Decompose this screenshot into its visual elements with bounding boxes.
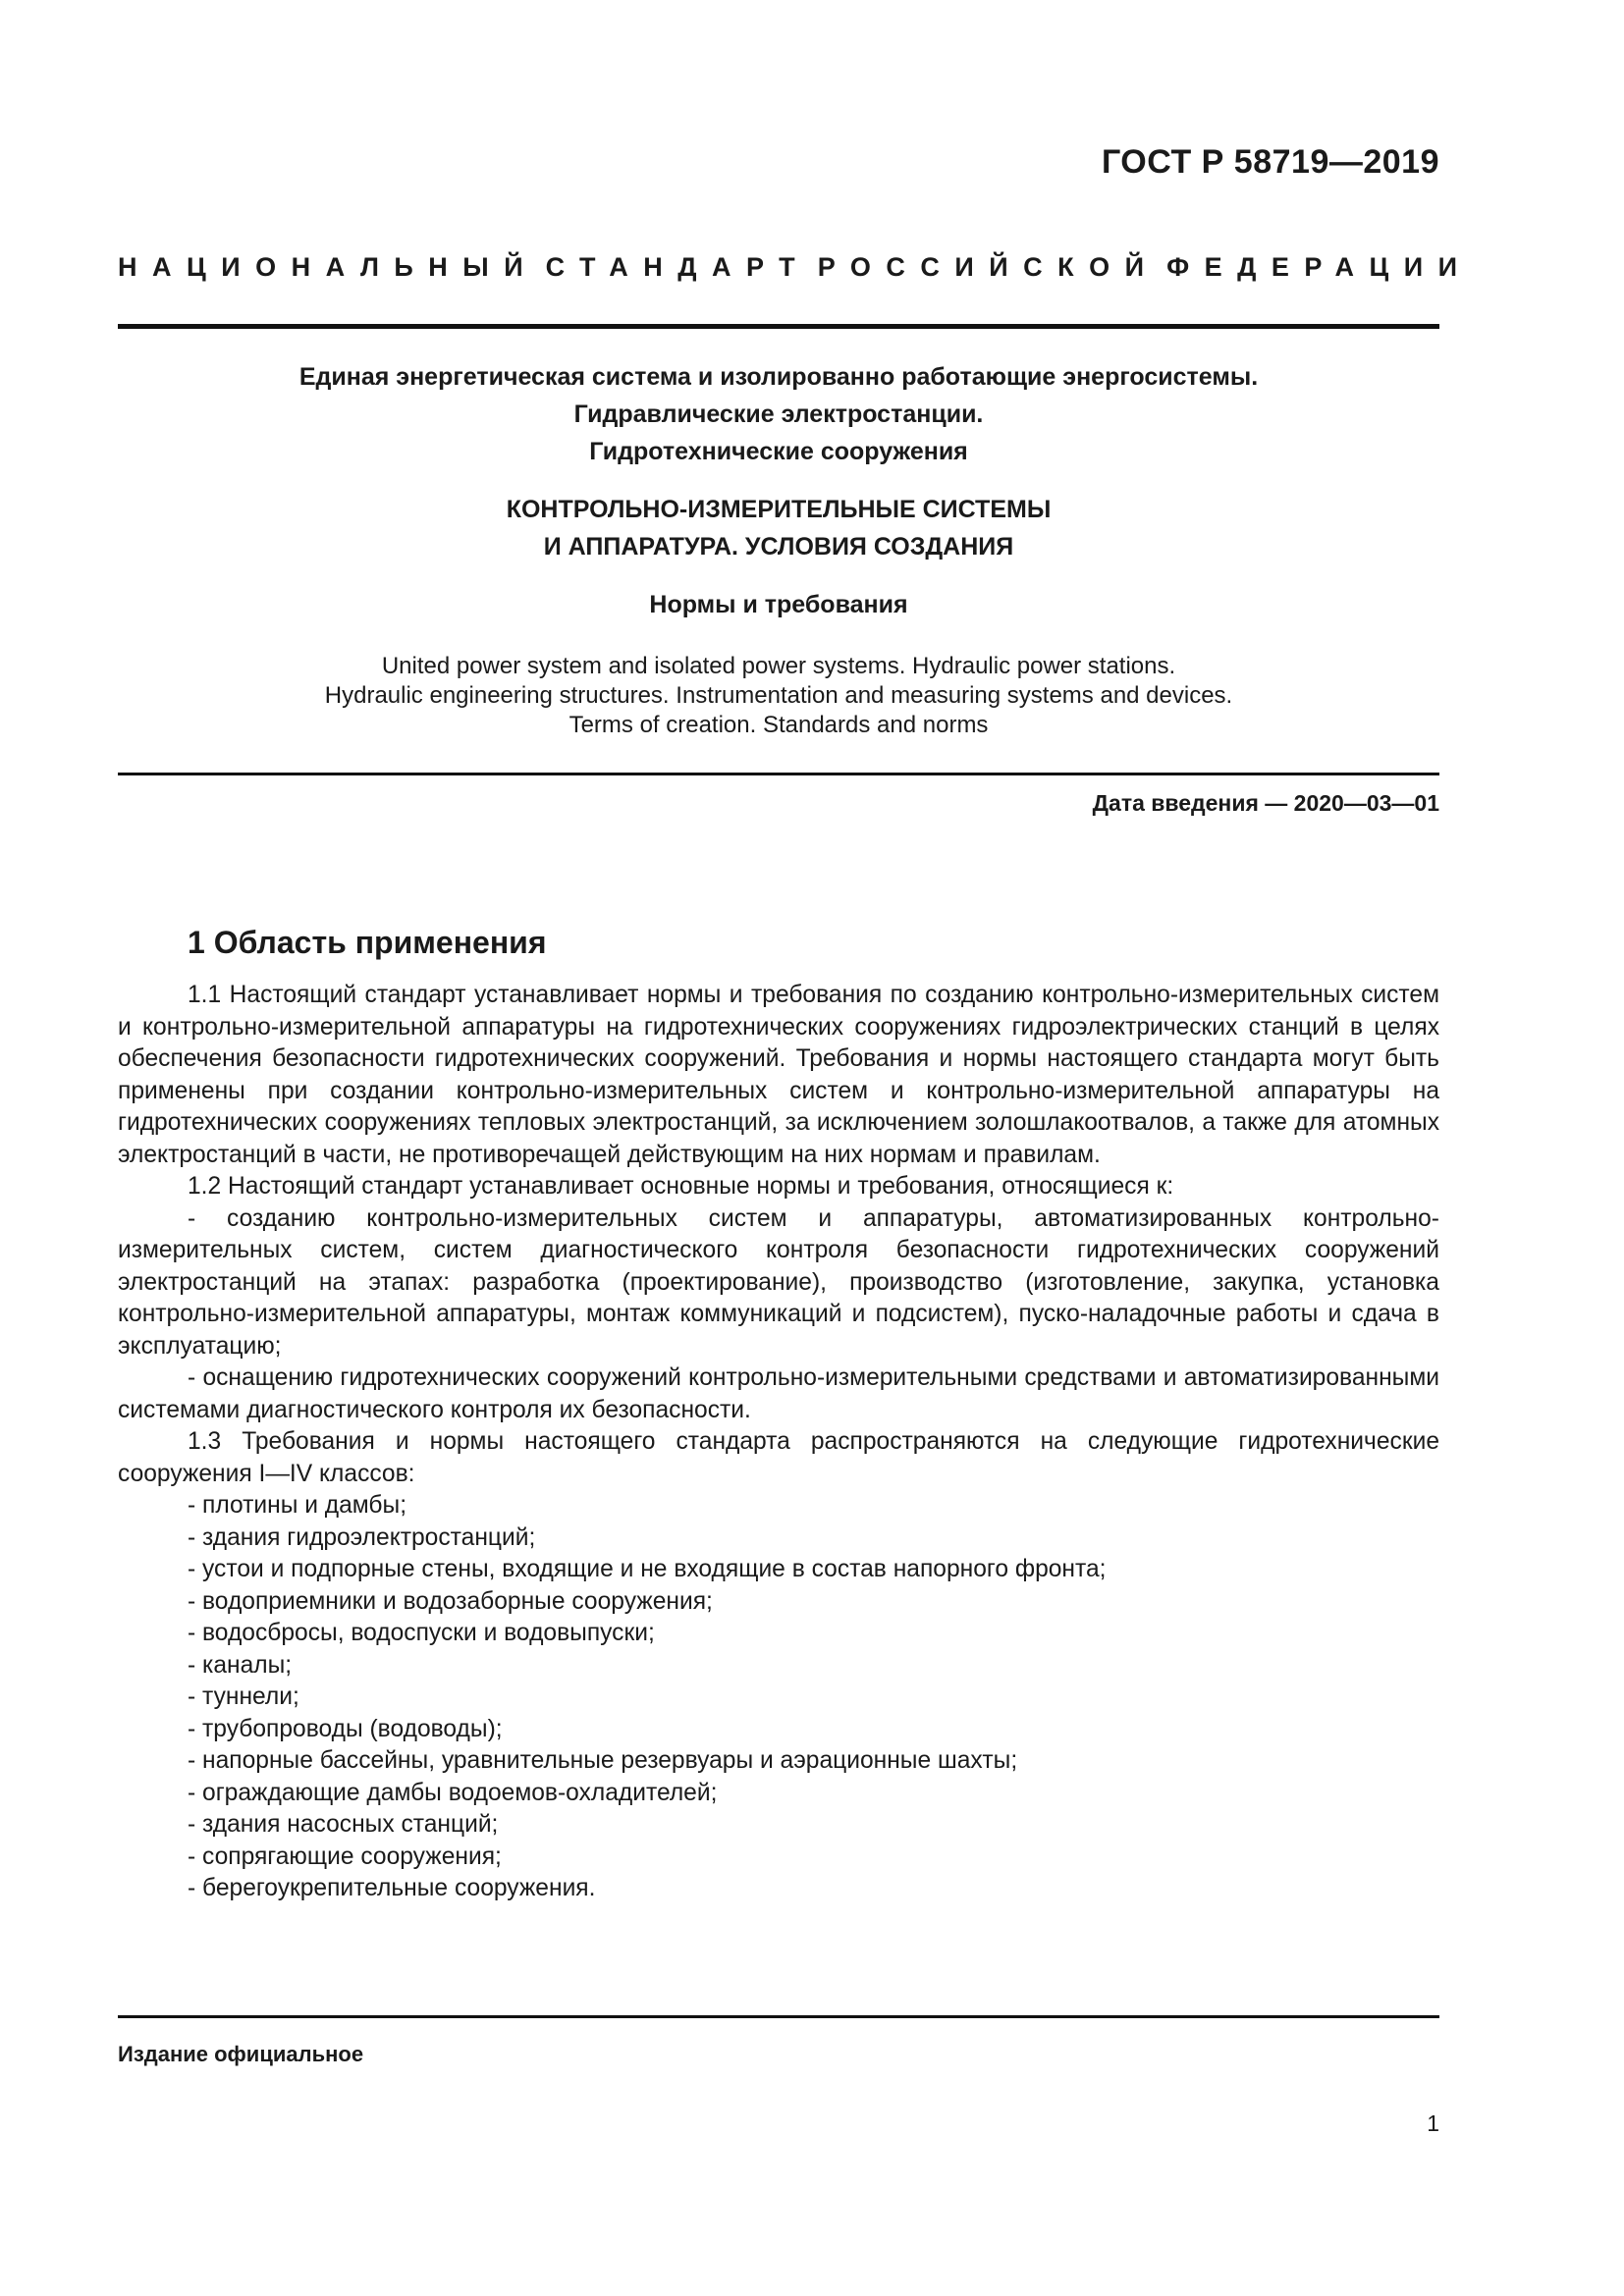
list-item: - здания насосных станций;: [188, 1811, 499, 1838]
edition-label: Издание официальное: [118, 2042, 364, 2066]
section-heading: 1 Область применения: [188, 925, 547, 960]
list-item: - устои и подпорные стены, входящие и не входящие в состав напорного фронта;: [188, 1556, 1107, 1582]
title-ru-line: Гидравлические электростанции.: [573, 400, 984, 428]
list-item: - водосбросы, водоспуски и водовыпуски;: [188, 1620, 655, 1646]
top-divider: [118, 324, 1439, 329]
title-ru-line: Гидротехнические сооружения: [589, 438, 968, 465]
title-en-line: Terms of creation. Standards and norms: [568, 712, 989, 738]
title-main: [118, 491, 1439, 565]
list-item: - каналы;: [188, 1651, 293, 1679]
list-item: - ограждающие дамбы водоемов-охладителей;: [188, 1779, 718, 1806]
paragraph-1-2-item: - оснащению гидротехнических сооружений контрольно-измерительными средствами и автоматизированными системами диагностического контроля их безопасности.: [118, 1364, 1439, 1423]
title-russian: [118, 358, 1439, 470]
list-item: - плотины и дамбы;: [188, 1492, 407, 1519]
footer-divider: [118, 2015, 1439, 2018]
title-subtitle: Нормы и требования: [649, 591, 908, 618]
gost-number: ГОСТ Р 58719—2019: [1101, 143, 1439, 181]
title-divider: [118, 773, 1439, 775]
list-item: - сопрягающие сооружения;: [188, 1842, 502, 1870]
section-body: [118, 980, 1439, 1905]
title-en-line: United power system and isolated power systems. Hydraulic power stations.: [381, 653, 1176, 679]
title-main-line: И АППАРАТУРА. УСЛОВИЯ СОЗДАНИЯ: [543, 533, 1014, 561]
title-en-line: Hydraulic engineering structures. Instrumentation and measuring systems and devices.: [324, 682, 1233, 709]
list-item: - трубопроводы (водоводы);: [188, 1715, 503, 1742]
banner-word: ФЕДЕРАЦИИ: [1166, 252, 1473, 282]
list-item: - туннели;: [188, 1683, 299, 1710]
banner-word: СТАНДАРТ: [545, 252, 811, 282]
title-english: [118, 652, 1439, 740]
banner-word: НАЦИОНАЛЬНЫЙ: [118, 252, 539, 282]
paragraph-1-2-item: - созданию контрольно-измерительных систем и аппаратуры, автоматизированных контрольно-измерительных систем, систем диагностического контроля безопасности гидротехнических сооружений электростанций на этапах: разработка (проектирование), производство (изготовление, закупка, установка контрольно-измерительной аппаратуры, монтаж коммуникаций и подсистем), пуско-наладочные работы и сдача в эксплуатацию;: [118, 1204, 1439, 1360]
list-item: - здания гидроэлектростанций;: [188, 1523, 536, 1551]
introduction-date: Дата введения — 2020—03—01: [1092, 790, 1439, 816]
list-item: - водоприемники и водозаборные сооружения;: [188, 1587, 713, 1615]
paragraph-1-1: 1.1 Настоящий стандарт устанавливает нормы и требования по созданию контрольно-измерительных систем и контрольно-измерительной аппаратуры на гидротехнических сооружениях гидроэлектрических станций в целях обеспечения безопасности гидротехнических сооружений. Требования и нормы настоящего стандарта могут быть применены при создании контрольно-измерительных систем и контрольно-измерительной аппаратуры на гидротехнических сооружениях тепловых электростанций, за исключением золошлакоотвалов, а также для атомных электростанций в части, не противоречащей действующим на них нормам и правилам.: [118, 982, 1439, 1168]
paragraph-1-2: 1.2 Настоящий стандарт устанавливает основные нормы и требования, относящиеся к:: [188, 1173, 1174, 1200]
national-standard-banner: [118, 252, 1473, 283]
title-ru-line: Единая энергетическая система и изолированно работающие энергосистемы.: [298, 363, 1259, 391]
list-item: - напорные бассейны, уравнительные резервуары и аэрационные шахты;: [188, 1747, 1018, 1774]
banner-word: РОССИЙСКОЙ: [817, 252, 1160, 282]
title-main-line: КОНТРОЛЬНО-ИЗМЕРИТЕЛЬНЫЕ СИСТЕМЫ: [506, 496, 1052, 523]
page-number: 1: [1427, 2110, 1439, 2136]
paragraph-1-3: 1.3 Требования и нормы настоящего стандарта распространяются на следующие гидротехнические сооружения I—IV классов:: [118, 1428, 1439, 1487]
list-item: - берегоукрепительные сооружения.: [188, 1875, 596, 1901]
